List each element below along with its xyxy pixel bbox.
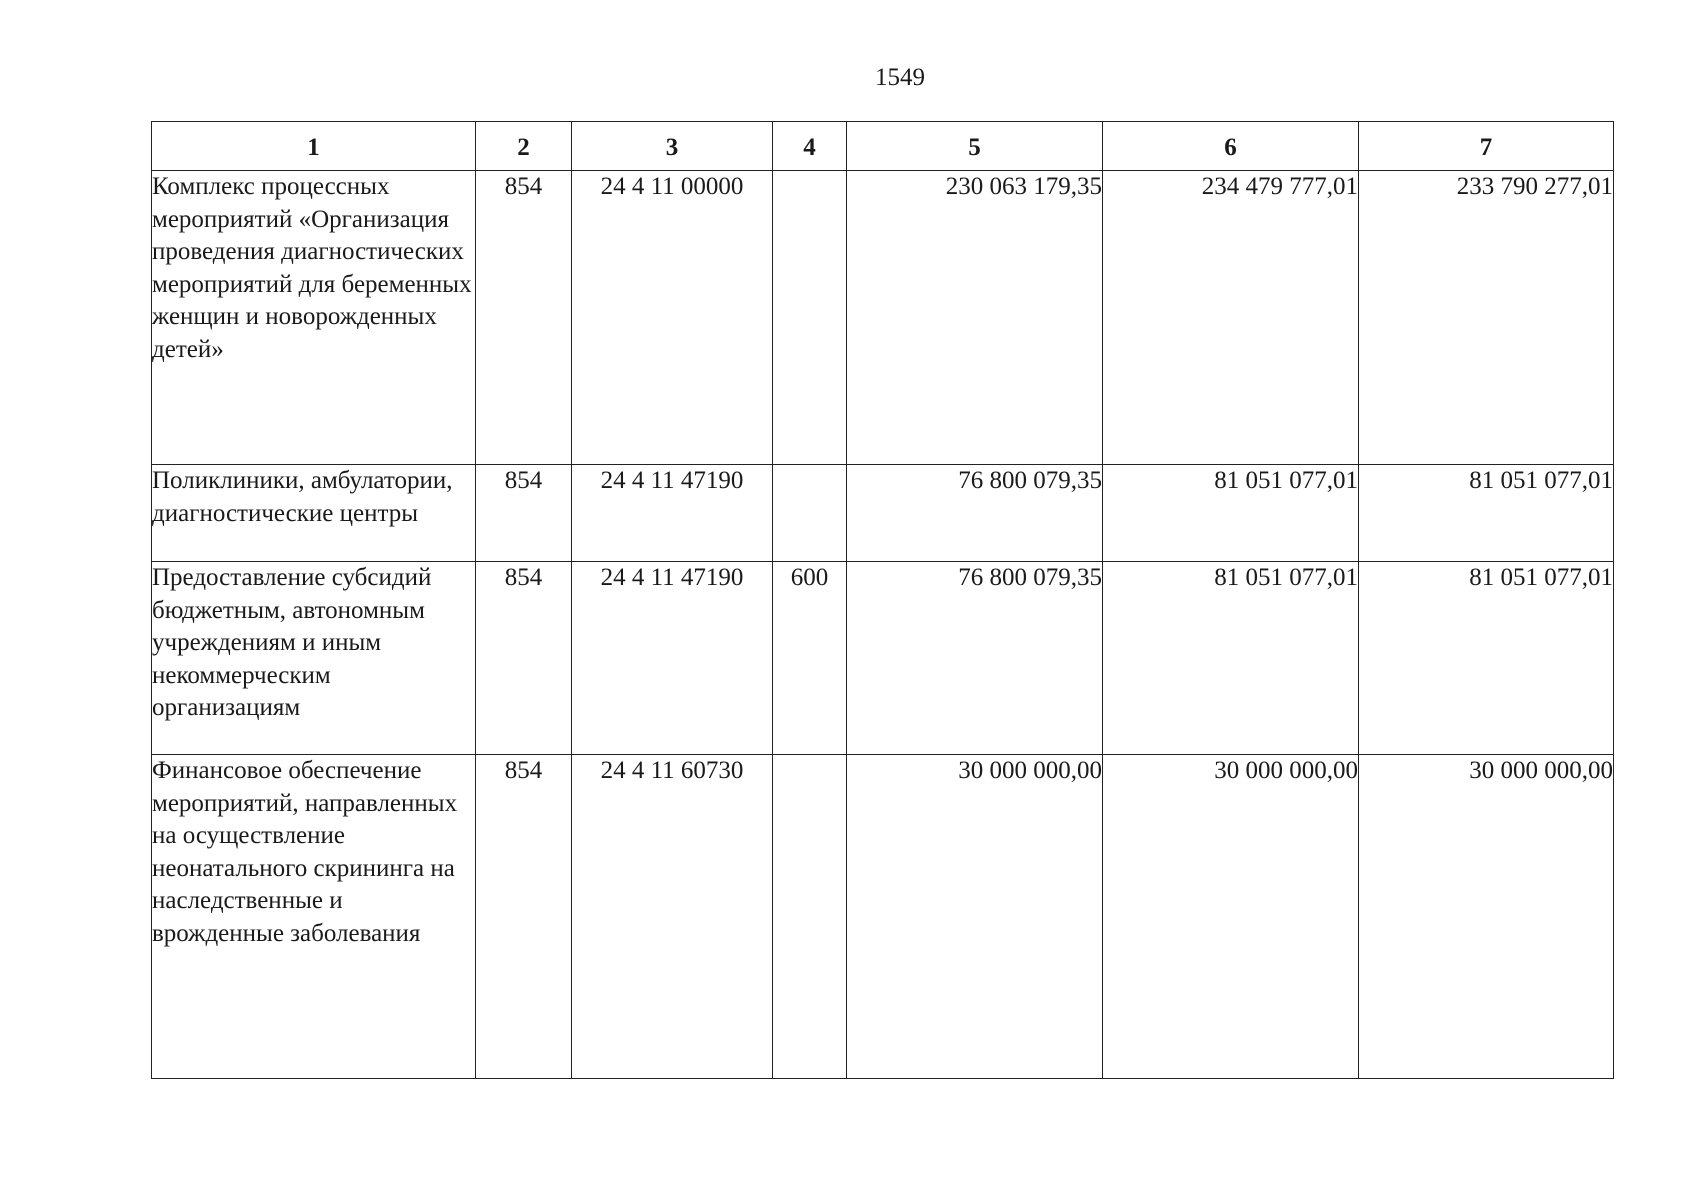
table-row [152, 755, 1614, 1079]
column-header-2: 2 [476, 122, 572, 171]
row-expense-type-cell: 600 [773, 562, 847, 755]
row-code-cell: 854 [476, 755, 572, 1079]
column-header-4: 4 [773, 122, 847, 171]
table-row [152, 465, 1614, 562]
row-amount-5-cell: 230 063 179,35 [847, 171, 1103, 465]
row-target-code-cell: 24 4 11 60730 [572, 755, 773, 1079]
table-header-row [152, 122, 1614, 171]
row-name-cell: Поликлиники, амбулатории, диагностические центры [152, 465, 476, 562]
row-amount-6-cell: 234 479 777,01 [1103, 171, 1359, 465]
row-expense-type-cell [773, 755, 847, 1079]
row-code-cell: 854 [476, 171, 572, 465]
row-amount-6-cell: 30 000 000,00 [1103, 755, 1359, 1079]
column-header-1: 1 [152, 122, 476, 171]
row-amount-6-cell: 81 051 077,01 [1103, 465, 1359, 562]
table-row [152, 171, 1614, 465]
table-row [152, 562, 1614, 755]
row-amount-5-cell: 30 000 000,00 [847, 755, 1103, 1079]
row-target-code-cell: 24 4 11 00000 [572, 171, 773, 465]
row-name-cell: Финансовое обеспечение мероприятий, направленных на осуществление неонатального скрининга на наследственные и врожденные заболевания [152, 755, 476, 1079]
row-amount-5-cell: 76 800 079,35 [847, 465, 1103, 562]
column-header-6: 6 [1103, 122, 1359, 171]
row-target-code-cell: 24 4 11 47190 [572, 562, 773, 755]
column-header-7: 7 [1359, 122, 1614, 171]
row-name-cell: Предоставление субсидий бюджетным, автономным учреждениям и иным некоммерческим организациям [152, 562, 476, 755]
row-amount-5-cell: 76 800 079,35 [847, 562, 1103, 755]
row-amount-7-cell: 30 000 000,00 [1359, 755, 1614, 1079]
column-header-5: 5 [847, 122, 1103, 171]
row-target-code-cell: 24 4 11 47190 [572, 465, 773, 562]
page-number: 1549 [875, 64, 925, 91]
budget-table [151, 121, 1614, 1079]
row-amount-7-cell: 81 051 077,01 [1359, 465, 1614, 562]
row-amount-7-cell: 81 051 077,01 [1359, 562, 1614, 755]
row-code-cell: 854 [476, 465, 572, 562]
column-header-3: 3 [572, 122, 773, 171]
row-amount-7-cell: 233 790 277,01 [1359, 171, 1614, 465]
row-name-cell: Комплекс процессных мероприятий «Организация проведения диагностических мероприятий для беременных женщин и новорожденных детей» [152, 171, 476, 465]
row-expense-type-cell [773, 171, 847, 465]
row-amount-6-cell: 81 051 077,01 [1103, 562, 1359, 755]
row-code-cell: 854 [476, 562, 572, 755]
row-expense-type-cell [773, 465, 847, 562]
